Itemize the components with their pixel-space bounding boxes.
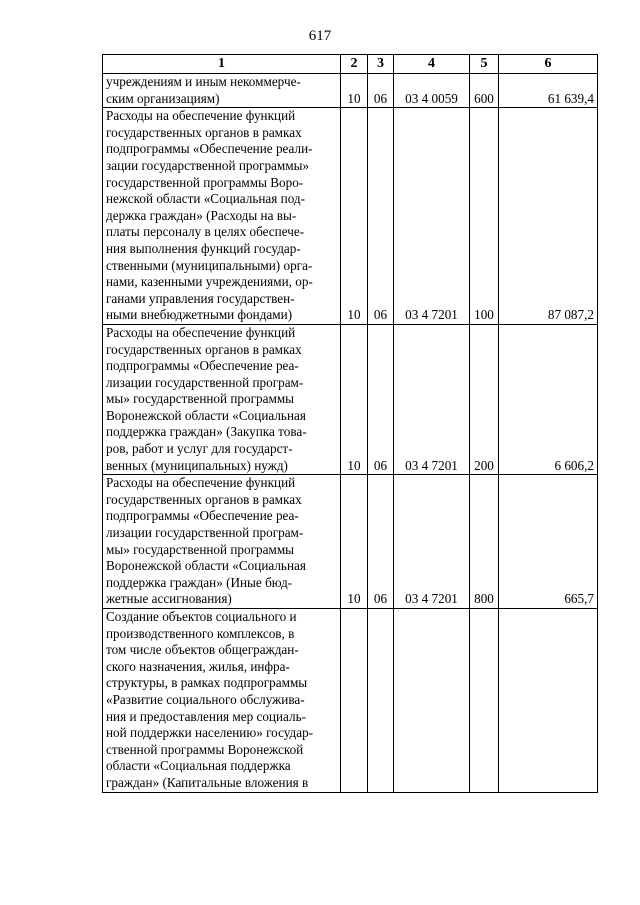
- section-code: 10: [341, 324, 368, 474]
- header-row: [103, 55, 598, 74]
- amount: 665,7: [499, 475, 598, 609]
- section-code: 10: [341, 475, 368, 609]
- expense-type-code: 100: [470, 108, 499, 325]
- description-line: Воронежской области «Социальная: [106, 407, 306, 423]
- section-code: 10: [341, 108, 368, 325]
- table-row: [103, 475, 598, 609]
- target-article-code: 03 4 7201: [394, 324, 470, 474]
- description-line: Расходы на обеспечение функций: [106, 108, 296, 124]
- row-description: [103, 74, 341, 108]
- header-col-5: 5: [470, 55, 499, 74]
- description-line: государственных органов в рамках: [106, 124, 302, 140]
- description-line: структуры, в рамках подпрограммы: [106, 675, 308, 691]
- page-number: 617: [308, 28, 332, 44]
- amount: [499, 609, 598, 793]
- amount: 61 639,4: [499, 74, 598, 108]
- description-line: ственными (муниципальными) орга-: [106, 257, 313, 273]
- row-description: [103, 609, 341, 793]
- description-line: подпрограммы «Обеспечение реа-: [106, 358, 299, 374]
- description-line: мы» государственной программы: [106, 541, 295, 557]
- description-line: том числе объектов общеграждан-: [106, 642, 299, 658]
- expense-type-code: 600: [470, 74, 499, 108]
- description-line: производственного комплексов, в: [106, 625, 295, 641]
- table-row: [103, 609, 598, 793]
- header-col-1: 1: [103, 55, 341, 74]
- description-line: подпрограммы «Обеспечение реали-: [106, 141, 313, 157]
- description-line: области «Социальная поддержка: [106, 758, 291, 774]
- section-code: [341, 609, 368, 793]
- description-line: венных (муниципальных) нужд): [106, 457, 288, 473]
- subsection-code: 06: [368, 108, 394, 325]
- description-line: ной поддержки населению» государ-: [106, 725, 314, 741]
- description-line: зации государственной программы»: [106, 157, 310, 173]
- section-code: 10: [341, 74, 368, 108]
- description-line: подпрограммы «Обеспечение реа-: [106, 508, 299, 524]
- header-col-6: 6: [499, 55, 598, 74]
- row-description: [103, 475, 341, 609]
- expense-type-code: [470, 609, 499, 793]
- description-line: лизации государственной програм-: [106, 374, 304, 390]
- table-row: [103, 324, 598, 474]
- description-line: Воронежской области «Социальная: [106, 558, 306, 574]
- description-line: нами, казенными учреждениями, ор-: [106, 274, 313, 290]
- subsection-code: [368, 609, 394, 793]
- description-line: мы» государственной программы: [106, 391, 295, 407]
- description-line: учреждениям и иным некоммерче-: [106, 74, 301, 89]
- amount: 6 606,2: [499, 324, 598, 474]
- description-line: держка граждан» (Расходы на вы-: [106, 207, 297, 223]
- target-article-code: 03 4 0059: [394, 74, 470, 108]
- description-line: жетные ассигнования): [106, 591, 232, 607]
- description-line: ния и предоставления мер социаль-: [106, 708, 306, 724]
- description-line: государственных органов в рамках: [106, 341, 302, 357]
- target-article-code: 03 4 7201: [394, 108, 470, 325]
- description-line: лизации государственной програм-: [106, 525, 304, 541]
- description-line: государственной программы Воро-: [106, 174, 304, 190]
- header-col-4: 4: [394, 55, 470, 74]
- description-line: ными внебюджетными фондами): [106, 307, 293, 323]
- description-line: ского назначения, жилья, инфра-: [106, 658, 290, 674]
- description-line: ганами управления государствен-: [106, 290, 295, 306]
- subsection-code: 06: [368, 74, 394, 108]
- description-line: поддержка граждан» (Иные бюд-: [106, 574, 293, 590]
- description-line: Расходы на обеспечение функций: [106, 475, 296, 491]
- expense-type-code: 800: [470, 475, 499, 609]
- subsection-code: 06: [368, 324, 394, 474]
- table-row: [103, 74, 598, 108]
- description-line: «Развитие социального обслужива-: [106, 691, 305, 707]
- description-line: платы персоналу в целях обеспече-: [106, 224, 305, 240]
- description-line: граждан» (Капитальные вложения в: [106, 774, 309, 790]
- table-row: [103, 108, 598, 325]
- row-description: [103, 108, 341, 325]
- description-line: ров, работ и услуг для государст-: [106, 441, 293, 457]
- description-line: ния выполнения функций государ-: [106, 240, 301, 256]
- row-description: [103, 324, 341, 474]
- description-line: нежской области «Социальная под-: [106, 191, 306, 207]
- description-line: Расходы на обеспечение функций: [106, 324, 296, 340]
- subsection-code: 06: [368, 475, 394, 609]
- description-line: государственных органов в рамках: [106, 491, 302, 507]
- target-article-code: [394, 609, 470, 793]
- header-col-3: 3: [368, 55, 394, 74]
- description-line: Создание объектов социального и: [106, 609, 297, 624]
- amount: 87 087,2: [499, 108, 598, 325]
- description-line: ским организациям): [106, 90, 220, 106]
- header-col-2: 2: [341, 55, 368, 74]
- target-article-code: 03 4 7201: [394, 475, 470, 609]
- budget-table: [102, 54, 598, 793]
- description-line: поддержка граждан» (Закупка това-: [106, 424, 307, 440]
- expense-type-code: 200: [470, 324, 499, 474]
- description-line: ственной программы Воронежской: [106, 741, 304, 757]
